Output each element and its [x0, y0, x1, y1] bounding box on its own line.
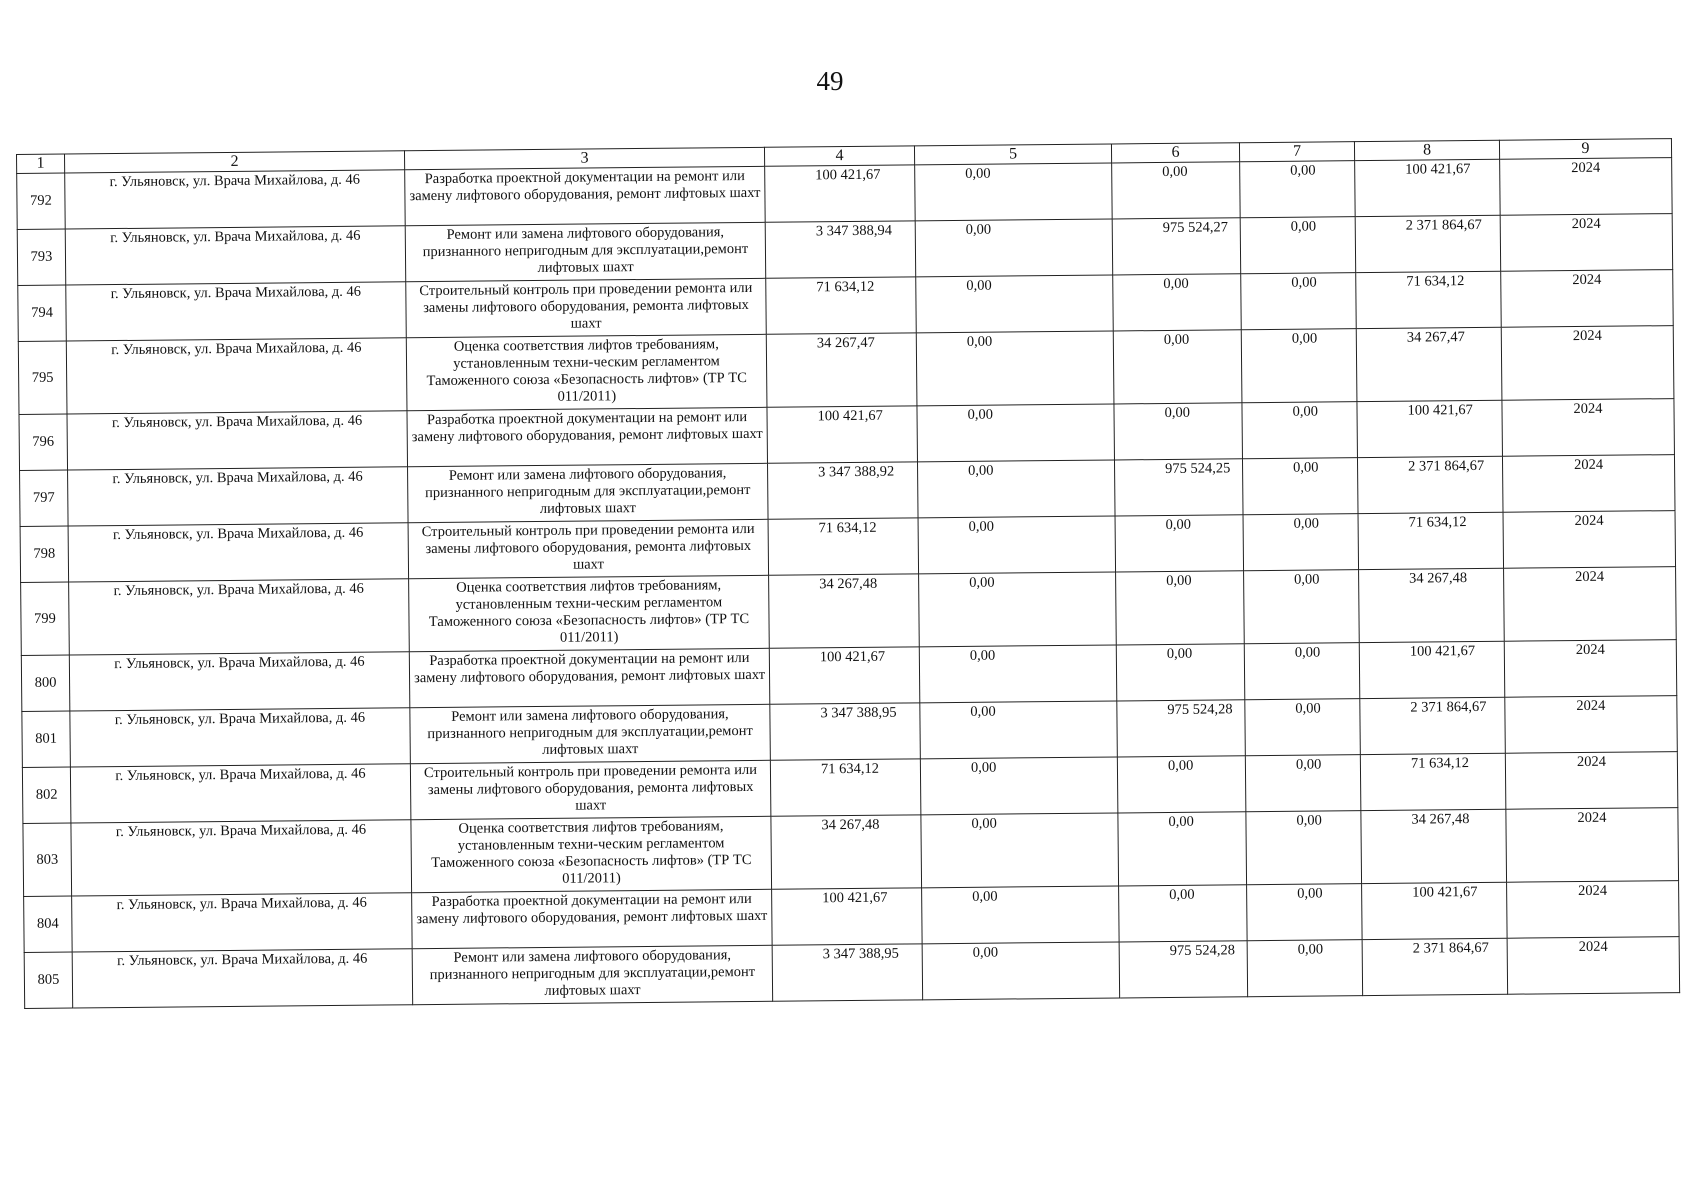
col5-value: 0,00: [915, 219, 1113, 277]
work-type-cell: Ремонт или замена лифтового оборудования, признанного непригодным для эксплуатации,ремонт лифтовых шахт: [408, 463, 769, 522]
year-cell: 2024: [1500, 158, 1673, 216]
col4-value: 100 421,67: [765, 165, 916, 222]
col4-value: 100 421,67: [772, 888, 923, 945]
header-col-3: 3: [404, 147, 764, 169]
work-type-cell: Разработка проектной документации на ремонт или замену лифтового оборудования, ремонт лифтовых шахт: [412, 889, 773, 948]
col6-value: 0,00: [1114, 403, 1243, 460]
col5-value: 0,00: [922, 886, 1120, 944]
year-cell: 2024: [1500, 214, 1673, 272]
row-number: 802: [22, 767, 71, 823]
year-cell: 2024: [1502, 399, 1675, 457]
row-number: 803: [23, 823, 72, 896]
col8-value: 100 421,67: [1362, 882, 1508, 939]
col5-value: 0,00: [918, 516, 1116, 574]
header-col-2: 2: [65, 151, 405, 173]
col4-value: 34 267,48: [769, 574, 920, 648]
row-number: 799: [21, 582, 70, 655]
col8-value: 71 634,12: [1356, 271, 1502, 328]
year-cell: 2024: [1502, 455, 1675, 513]
year-cell: 2024: [1506, 808, 1679, 883]
address-cell: г. Ульяновск, ул. Врача Михайлова, д. 46: [68, 523, 409, 582]
col7-value: 0,00: [1241, 273, 1357, 330]
address-cell: г. Ульяновск, ул. Врача Михайлова, д. 46: [69, 579, 410, 655]
col4-value: 3 347 388,92: [768, 462, 919, 519]
col6-value: 0,00: [1113, 274, 1242, 331]
row-number: 801: [22, 711, 71, 767]
col5-value: 0,00: [920, 701, 1118, 759]
year-cell: 2024: [1504, 640, 1677, 698]
col8-value: 2 371 864,67: [1360, 697, 1506, 754]
col7-value: 0,00: [1247, 940, 1363, 997]
year-cell: 2024: [1505, 696, 1678, 754]
header-col-6: 6: [1111, 143, 1239, 163]
year-cell: 2024: [1501, 326, 1674, 401]
year-cell: 2024: [1507, 881, 1680, 939]
col7-value: 0,00: [1244, 570, 1360, 644]
col6-value: 975 524,25: [1114, 459, 1243, 516]
address-cell: г. Ульяновск, ул. Врача Михайлова, д. 46: [68, 467, 409, 526]
address-cell: г. Ульяновск, ул. Врача Михайлова, д. 46: [65, 226, 406, 285]
col8-value: 2 371 864,67: [1355, 215, 1501, 272]
col5-value: 0,00: [922, 942, 1120, 1000]
col4-value: 34 267,47: [766, 333, 917, 407]
col6-value: 0,00: [1117, 756, 1246, 813]
col7-value: 0,00: [1245, 699, 1361, 756]
address-cell: г. Ульяновск, ул. Врача Михайлова, д. 46: [67, 411, 408, 470]
col4-value: 34 267,48: [771, 815, 922, 889]
col8-value: 71 634,12: [1358, 512, 1504, 569]
year-cell: 2024: [1504, 567, 1677, 642]
col5-value: 0,00: [920, 757, 1118, 815]
col4-value: 3 347 388,95: [772, 944, 923, 1001]
table-body: [17, 158, 1680, 1009]
address-cell: г. Ульяновск, ул. Врача Михайлова, д. 46: [65, 170, 406, 229]
work-type-cell: Строительный контроль при проведении ремонта или замены лифтового оборудования, ремонта лифтовых шахт: [408, 519, 769, 578]
col4-value: 100 421,67: [769, 647, 920, 704]
col8-value: 34 267,47: [1356, 327, 1502, 401]
works-table: [16, 138, 1680, 1009]
year-cell: 2024: [1501, 270, 1674, 328]
work-type-cell: Разработка проектной документации на ремонт или замену лифтового оборудования, ремонт лифтовых шахт: [409, 648, 770, 707]
col6-value: 0,00: [1118, 812, 1247, 886]
col7-value: 0,00: [1244, 643, 1360, 700]
col8-value: 34 267,48: [1361, 809, 1507, 883]
col7-value: 0,00: [1245, 755, 1361, 812]
col6-value: 0,00: [1113, 330, 1242, 404]
col7-value: 0,00: [1242, 402, 1358, 459]
row-number: 794: [18, 285, 67, 341]
work-type-cell: Ремонт или замена лифтового оборудования, признанного непригодным для эксплуатации,ремонт лифтовых шахт: [412, 945, 773, 1004]
row-number: 795: [18, 341, 67, 414]
col5-value: 0,00: [915, 163, 1113, 221]
header-col-9: 9: [1499, 139, 1671, 160]
work-type-cell: Строительный контроль при проведении ремонта или замены лифтового оборудования, ремонта лифтовых шахт: [406, 278, 767, 337]
address-cell: г. Ульяновск, ул. Врача Михайлова, д. 46: [72, 949, 413, 1008]
row-number: 792: [17, 173, 66, 229]
row-number: 796: [19, 414, 68, 470]
col5-value: 0,00: [917, 460, 1115, 518]
address-cell: г. Ульяновск, ул. Врача Михайлова, д. 46: [72, 893, 413, 952]
address-cell: г. Ульяновск, ул. Врача Михайлова, д. 46: [69, 652, 410, 711]
col8-value: 34 267,48: [1359, 568, 1505, 642]
header-col-5: 5: [914, 144, 1111, 165]
year-cell: 2024: [1503, 511, 1676, 569]
col8-value: 2 371 864,67: [1357, 456, 1503, 513]
col4-value: 71 634,12: [768, 518, 919, 575]
header-col-7: 7: [1239, 142, 1354, 162]
col6-value: 0,00: [1112, 162, 1241, 219]
col5-value: 0,00: [921, 813, 1119, 888]
work-type-cell: Ремонт или замена лифтового оборудования, признанного непригодным для эксплуатации,ремонт лифтовых шахт: [410, 704, 771, 763]
col7-value: 0,00: [1242, 458, 1358, 515]
row-number: 800: [21, 655, 70, 711]
col4-value: 3 347 388,95: [770, 703, 921, 760]
col5-value: 0,00: [916, 275, 1114, 333]
col6-value: 0,00: [1115, 515, 1244, 572]
col5-value: 0,00: [919, 645, 1117, 703]
col7-value: 0,00: [1243, 514, 1359, 571]
col7-value: 0,00: [1247, 884, 1363, 941]
col6-value: 975 524,28: [1119, 941, 1248, 998]
work-type-cell: Ремонт или замена лифтового оборудования, признанного непригодным для эксплуатации,ремонт лифтовых шахт: [405, 222, 766, 281]
col5-value: 0,00: [919, 572, 1117, 647]
address-cell: г. Ульяновск, ул. Врача Михайлова, д. 46: [66, 282, 407, 341]
col6-value: 0,00: [1116, 644, 1245, 701]
col6-value: 975 524,27: [1112, 218, 1241, 275]
work-type-cell: Разработка проектной документации на ремонт или замену лифтового оборудования, ремонт лифтовых шахт: [405, 166, 766, 225]
row-number: 804: [24, 896, 73, 952]
address-cell: г. Ульяновск, ул. Врача Михайлова, д. 46: [70, 708, 411, 767]
header-col-1: 1: [17, 154, 65, 173]
col8-value: 71 634,12: [1360, 753, 1506, 810]
col4-value: 71 634,12: [766, 277, 917, 334]
work-type-cell: Строительный контроль при проведении ремонта или замены лифтового оборудования, ремонта лифтовых шахт: [410, 760, 771, 819]
address-cell: г. Ульяновск, ул. Врача Михайлова, д. 46: [70, 764, 411, 823]
year-cell: 2024: [1505, 752, 1678, 810]
col7-value: 0,00: [1246, 811, 1362, 885]
page-number: 49: [816, 66, 844, 96]
col7-value: 0,00: [1240, 217, 1356, 274]
col7-value: 0,00: [1241, 329, 1357, 403]
address-cell: г. Ульяновск, ул. Врача Михайлова, д. 46: [66, 338, 407, 414]
col8-value: 100 421,67: [1359, 641, 1505, 698]
row-number: 805: [24, 952, 73, 1008]
address-cell: г. Ульяновск, ул. Врача Михайлова, д. 46: [71, 820, 412, 896]
work-type-cell: Разработка проектной документации на ремонт или замену лифтового оборудования, ремонт лифтовых шахт: [407, 407, 768, 466]
col4-value: 3 347 388,94: [765, 221, 916, 278]
col5-value: 0,00: [917, 404, 1115, 462]
work-type-cell: Оценка соответствия лифтов требованиям, установленным техни-ческим регламентом Таможенного союза «Безопасность лифтов» (ТР ТС 011/2011): [406, 334, 767, 410]
col5-value: 0,00: [916, 331, 1114, 406]
col7-value: 0,00: [1240, 161, 1356, 218]
work-type-cell: Оценка соответствия лифтов требованиям, установленным техни-ческим регламентом Таможенного союза «Безопасность лифтов» (ТР ТС 011/2011): [409, 575, 770, 651]
col8-value: 2 371 864,67: [1362, 938, 1508, 995]
col4-value: 71 634,12: [770, 759, 921, 816]
header-col-4: 4: [764, 146, 914, 166]
col6-value: 0,00: [1119, 885, 1248, 942]
year-cell: 2024: [1507, 937, 1680, 995]
row-number: 793: [17, 229, 66, 285]
col8-value: 100 421,67: [1355, 159, 1501, 216]
col4-value: 100 421,67: [767, 406, 918, 463]
col8-value: 100 421,67: [1357, 400, 1503, 457]
row-number: 798: [20, 526, 69, 582]
row-number: 797: [20, 470, 69, 526]
col6-value: 975 524,28: [1117, 700, 1246, 757]
work-type-cell: Оценка соответствия лифтов требованиям, установленным техни-ческим регламентом Таможенного союза «Безопасность лифтов» (ТР ТС 011/2011): [411, 816, 772, 892]
col6-value: 0,00: [1116, 571, 1245, 645]
header-col-8: 8: [1354, 140, 1499, 160]
table-container: [16, 138, 1679, 1009]
